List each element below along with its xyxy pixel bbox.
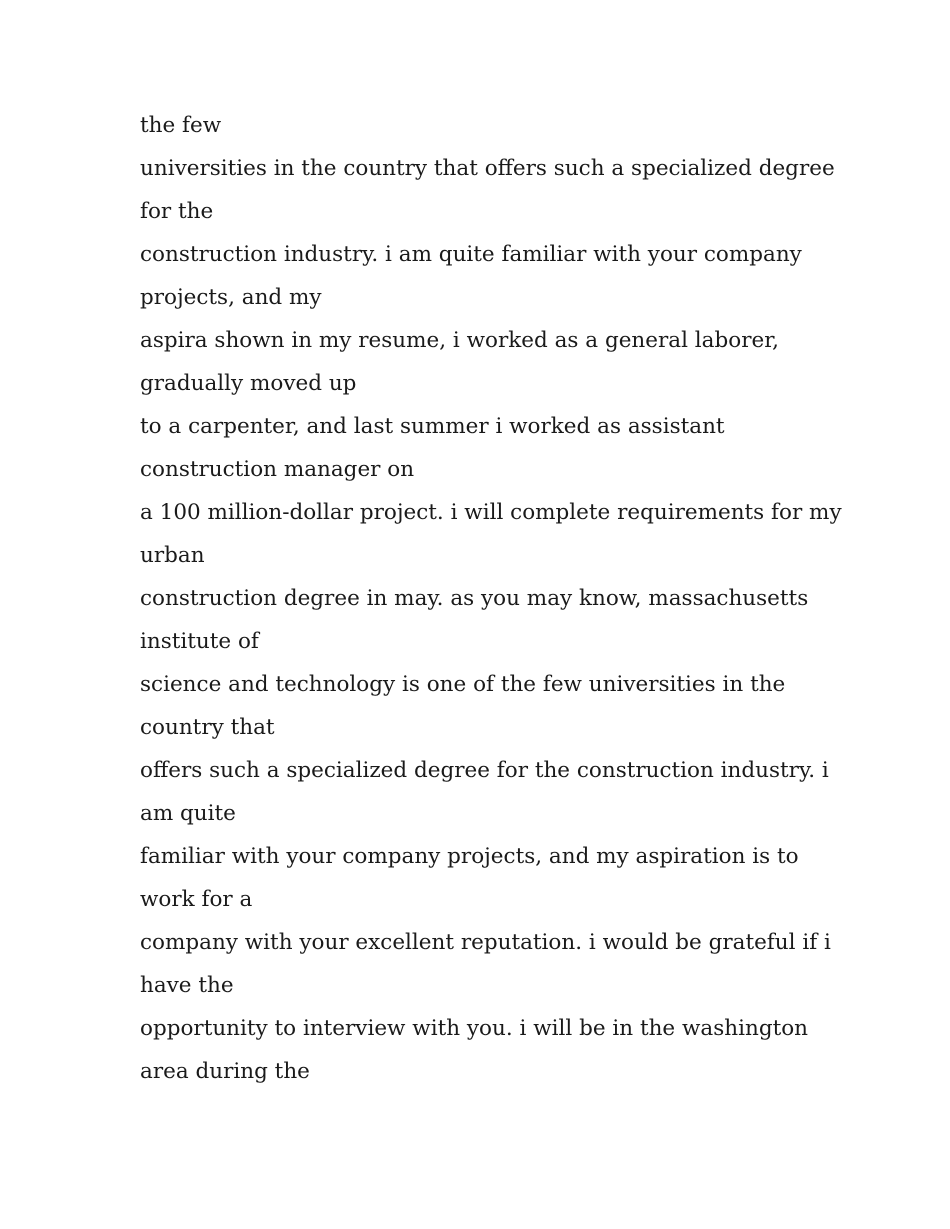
text-line: the few bbox=[140, 113, 222, 138]
text-line: science and technology is one of the few universities in the bbox=[140, 672, 786, 697]
text-line: work for a bbox=[140, 887, 253, 912]
text-line: universities in the country that offers such a specialized degree bbox=[140, 156, 835, 181]
text-line: construction manager on bbox=[140, 457, 415, 482]
text-line: company with your excellent reputation. i would be grateful if i bbox=[140, 930, 831, 955]
text-line: area during the bbox=[140, 1059, 310, 1084]
text-line: projects, and my bbox=[140, 285, 322, 310]
text-line: aspira shown in my resume, i worked as a general laborer, bbox=[140, 328, 779, 353]
letter-body bbox=[140, 104, 842, 1093]
text-line: gradually moved up bbox=[140, 371, 357, 396]
text-line: construction degree in may. as you may know, massachusetts bbox=[140, 586, 809, 611]
text-line: construction industry. i am quite familiar with your company bbox=[140, 242, 802, 267]
text-line: to a carpenter, and last summer i worked as assistant bbox=[140, 414, 725, 439]
text-line: institute of bbox=[140, 629, 259, 654]
text-line: familiar with your company projects, and my aspiration is to bbox=[140, 844, 799, 869]
text-line: urban bbox=[140, 543, 205, 568]
text-line: am quite bbox=[140, 801, 236, 826]
text-line: opportunity to interview with you. i will be in the washington bbox=[140, 1016, 809, 1041]
text-line: country that bbox=[140, 715, 275, 740]
text-line: offers such a specialized degree for the construction industry. i bbox=[140, 758, 829, 783]
text-line: have the bbox=[140, 973, 234, 998]
text-line: for the bbox=[140, 199, 214, 224]
text-line: a 100 million-dollar project. i will complete requirements for my bbox=[140, 500, 842, 525]
